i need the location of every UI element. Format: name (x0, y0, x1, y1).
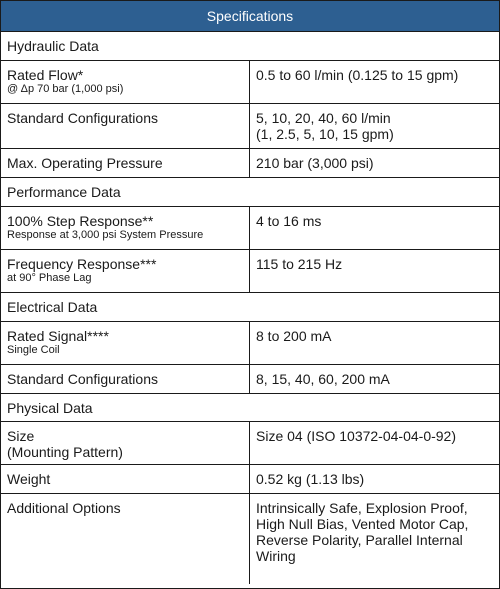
row-value: 0.5 to 60 l/min (0.125 to 15 gpm) (256, 67, 459, 83)
table-row (1, 149, 499, 178)
row-label: Additional Options (7, 500, 121, 516)
row-label: Frequency Response*** (7, 256, 157, 272)
row-value: 5, 10, 20, 40, 60 l/min (1, 2.5, 5, 10, 15 gpm) (256, 110, 394, 142)
row-label: Rated Signal**** (7, 328, 109, 344)
row-label-cell (1, 422, 250, 464)
table-row (1, 365, 499, 394)
row-label-cell (1, 104, 250, 148)
row-value: 0.52 kg (1.13 lbs) (256, 471, 365, 487)
row-value: Intrinsically Safe, Explosion Proof, High Null Bias, Vented Motor Cap, Reverse Polarity, Parallel Internal Wiring (256, 500, 469, 564)
row-sublabel: at 90° Phase Lag (7, 272, 92, 284)
row-label-cell (1, 149, 250, 177)
row-label-cell (1, 207, 250, 249)
row-label: Rated Flow* (7, 67, 84, 83)
row-value: 115 to 215 Hz (256, 256, 343, 272)
row-label: Standard Configurations (7, 110, 158, 126)
section-performance-data: Performance Data (1, 178, 499, 207)
table-row (1, 104, 499, 149)
row-label-cell (1, 465, 250, 493)
row-label: Max. Operating Pressure (7, 155, 163, 171)
table-header: Specifications (1, 1, 499, 32)
table-row (1, 322, 499, 365)
section-physical-data: Physical Data (1, 394, 499, 422)
row-sublabel: Response at 3,000 psi System Pressure (7, 229, 204, 241)
row-label-cell (1, 365, 250, 393)
row-sublabel: Single Coil (7, 344, 60, 356)
section-hydraulic-data: Hydraulic Data (1, 32, 499, 61)
row-label-cell (1, 61, 250, 103)
row-label-cell (1, 322, 250, 364)
row-label-cell (1, 250, 250, 292)
row-label: Standard Configurations (7, 371, 158, 387)
row-sublabel: @ Δp 70 bar (1,000 psi) (7, 83, 124, 95)
table-row (1, 494, 499, 584)
row-label: 100% Step Response** (7, 213, 154, 229)
table-row (1, 422, 499, 465)
row-value: 8, 15, 40, 60, 200 mA (256, 371, 390, 387)
table-row (1, 250, 499, 293)
row-label-cell (1, 494, 250, 584)
row-label: Size (Mounting Pattern) (7, 428, 123, 460)
table-row (1, 207, 499, 250)
table-row (1, 61, 499, 104)
row-label: Weight (7, 471, 51, 487)
row-value: 8 to 200 mA (256, 328, 332, 344)
row-value: 4 to 16 ms (256, 213, 322, 229)
table-row (1, 465, 499, 494)
section-electrical-data: Electrical Data (1, 293, 499, 322)
row-value: Size 04 (ISO 10372-04-04-0-92) (256, 428, 456, 444)
row-value: 210 bar (3,000 psi) (256, 155, 374, 171)
